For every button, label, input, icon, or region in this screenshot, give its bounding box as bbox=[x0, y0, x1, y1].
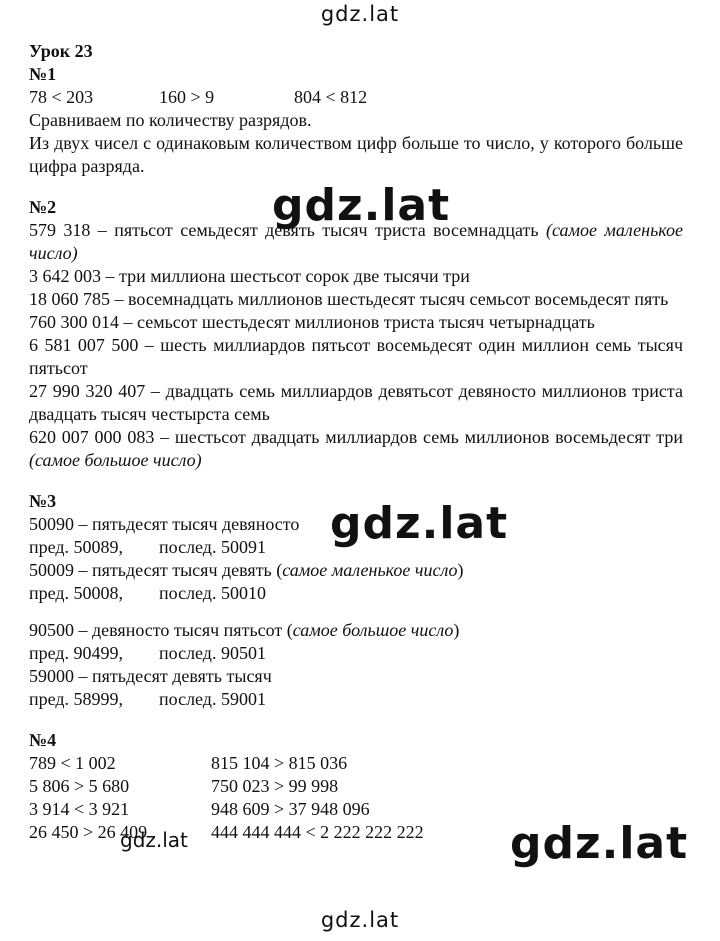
task2-item-text: 27 990 320 407 – двадцать семь миллиардов девятьсот девяносто миллионов триста двадцать тысяч честырста семь bbox=[29, 381, 683, 424]
task2-item-text: 760 300 014 – семьсот шестьдесят миллионов триста тысяч четырнадцать bbox=[29, 312, 595, 332]
task3-item-close: ) bbox=[453, 620, 460, 640]
watermark-bottom: gdz.lat bbox=[320, 908, 400, 932]
task2-item-note: (самое маленькое число) bbox=[29, 220, 683, 263]
task1-comparisons bbox=[29, 86, 683, 109]
task2-item bbox=[29, 334, 683, 380]
task1-comparison: 160 > 9 bbox=[159, 87, 215, 107]
watermark-inline: gdz.lat bbox=[120, 828, 188, 852]
task3-prev: пред. 50089, bbox=[29, 537, 124, 557]
task4-left: 5 806 > 5 680 bbox=[29, 776, 130, 796]
task1-comparison: 78 < 203 bbox=[29, 87, 94, 107]
task2-item-note: (самое большое число) bbox=[29, 450, 202, 470]
task3-item-text: 59000 – пятьдесят девять тысяч bbox=[29, 666, 272, 686]
task2-item bbox=[29, 311, 683, 334]
task1-text1: Сравниваем по количеству разрядов. bbox=[29, 110, 312, 130]
task4-row bbox=[29, 775, 683, 798]
task2-item bbox=[29, 288, 683, 311]
task4-left: 3 914 < 3 921 bbox=[29, 799, 130, 819]
task4-left: 789 < 1 002 bbox=[29, 753, 116, 773]
task1-heading: №1 bbox=[29, 64, 57, 84]
task3-heading: №3 bbox=[29, 491, 57, 511]
watermark-large: gdz.lat bbox=[272, 180, 451, 231]
task3-neighbors bbox=[29, 688, 683, 711]
task3-item bbox=[29, 619, 683, 642]
watermark-top: gdz.lat bbox=[320, 2, 400, 26]
task4-row bbox=[29, 752, 683, 775]
task3-item-note: самое большое число bbox=[292, 620, 454, 640]
task1-comparison: 804 < 812 bbox=[294, 87, 368, 107]
task4-right: 750 023 > 99 998 bbox=[211, 776, 339, 796]
watermark-large: gdz.lat bbox=[330, 498, 509, 549]
task3-prev: пред. 90499, bbox=[29, 643, 124, 663]
task3-item-note: самое маленькое число bbox=[282, 560, 458, 580]
task3-item bbox=[29, 559, 683, 582]
task4-right: 948 609 > 37 948 096 bbox=[211, 799, 370, 819]
task4-heading: №4 bbox=[29, 730, 57, 750]
task2-item-text: 579 318 – пятьсот семьдесят девять тысяч триста восемнадцать bbox=[29, 220, 546, 240]
lesson-title: Урок 23 bbox=[29, 41, 93, 61]
task3-item-text: 90500 – девяносто тысяч пятьсот ( bbox=[29, 620, 293, 640]
task2-item bbox=[29, 265, 683, 288]
task3-neighbors bbox=[29, 642, 683, 665]
task4-left: 26 450 > 26 409 bbox=[29, 822, 148, 842]
task2-heading: №2 bbox=[29, 197, 57, 217]
task4-right: 815 104 > 815 036 bbox=[211, 753, 348, 773]
task2-item-text: 3 642 003 – три миллиона шестьсот сорок две тысячи три bbox=[29, 266, 470, 286]
task3-neighbors bbox=[29, 582, 683, 605]
document-body bbox=[29, 40, 683, 844]
watermark-large: gdz.lat bbox=[510, 818, 689, 869]
task3-item bbox=[29, 665, 683, 688]
task3-item-close: ) bbox=[457, 560, 464, 580]
task3-prev: пред. 50008, bbox=[29, 583, 124, 603]
task3-next: послед. 50010 bbox=[159, 583, 266, 603]
task2-item-text: 6 581 007 500 – шесть миллиардов пятьсот восемьдесят один миллион семь тысяч пятьсот bbox=[29, 335, 683, 378]
task3-next: послед. 90501 bbox=[159, 643, 266, 663]
task3-next: послед. 50091 bbox=[159, 537, 266, 557]
task4-right: 444 444 444 < 2 222 222 222 bbox=[211, 822, 424, 842]
task3-item-text: 50009 – пятьдесят тысяч девять ( bbox=[29, 560, 283, 580]
task3-prev: пред. 58999, bbox=[29, 689, 124, 709]
task1-text2: Из двух чисел с одинаковым количеством цифр больше то число, у которого больше цифра разряда. bbox=[29, 133, 683, 176]
task2-item bbox=[29, 426, 683, 472]
task3-next: послед. 59001 bbox=[159, 689, 266, 709]
task2-item bbox=[29, 380, 683, 426]
task2-item-text: 18 060 785 – восемнадцать миллионов шестьдесят тысяч семьсот восемьдесят пять bbox=[29, 289, 669, 309]
task2-item-text: 620 007 000 083 – шестьсот двадцать миллиардов семь миллионов восемьдесят три bbox=[29, 427, 683, 447]
task3-item-text: 50090 – пятьдесят тысяч девяносто bbox=[29, 514, 300, 534]
